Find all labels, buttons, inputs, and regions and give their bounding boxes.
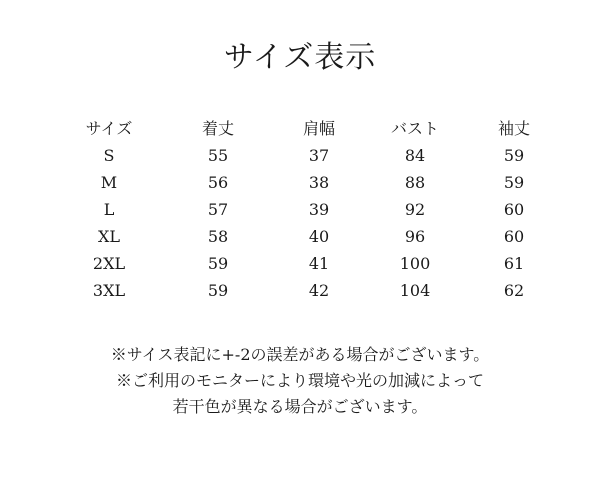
shoulder-cell: 39 xyxy=(308,200,330,219)
sleeve-cell: 61 xyxy=(503,254,525,273)
table-row xyxy=(0,226,600,253)
header-bust: バスト xyxy=(390,119,439,138)
length-cell: 59 xyxy=(207,281,229,300)
table-row xyxy=(0,253,600,280)
length-cell: 58 xyxy=(207,227,229,246)
size-cell: 2XL xyxy=(92,254,126,273)
table-row xyxy=(0,172,600,199)
table-row xyxy=(0,199,600,226)
table-header-row xyxy=(0,118,600,145)
table-row xyxy=(0,280,600,307)
size-notes xyxy=(0,342,600,420)
note-line-monitor: ※ご利用のモニターにより環境や光の加減によって xyxy=(115,371,484,390)
shoulder-cell: 38 xyxy=(308,173,330,192)
header-shoulder: 肩幅 xyxy=(302,119,335,138)
table-row xyxy=(0,145,600,172)
length-cell: 55 xyxy=(207,146,229,165)
size-cell: S xyxy=(103,146,115,165)
length-cell: 57 xyxy=(207,200,229,219)
header-sleeve: 袖丈 xyxy=(497,119,530,138)
note-line-color: 若干色が異なる場合がございます。 xyxy=(172,397,428,416)
bust-cell: 104 xyxy=(399,281,431,300)
size-table xyxy=(0,118,600,307)
sleeve-cell: 59 xyxy=(503,173,525,192)
sleeve-cell: 59 xyxy=(503,146,525,165)
length-cell: 59 xyxy=(207,254,229,273)
bust-cell: 84 xyxy=(404,146,426,165)
page-title: サイズ表示 xyxy=(223,40,377,75)
size-cell: XL xyxy=(97,227,120,246)
sleeve-cell: 62 xyxy=(503,281,525,300)
shoulder-cell: 41 xyxy=(308,254,330,273)
shoulder-cell: 42 xyxy=(308,281,330,300)
sleeve-cell: 60 xyxy=(503,200,525,219)
size-cell: 3XL xyxy=(92,281,126,300)
header-size: サイズ xyxy=(85,119,133,138)
length-cell: 56 xyxy=(207,173,229,192)
bust-cell: 96 xyxy=(404,227,426,246)
shoulder-cell: 37 xyxy=(308,146,330,165)
bust-cell: 100 xyxy=(399,254,431,273)
sleeve-cell: 60 xyxy=(503,227,525,246)
shoulder-cell: 40 xyxy=(308,227,330,246)
note-line-tolerance: ※サイス表記に+-2の誤差がある場合がございます。 xyxy=(110,345,490,364)
bust-cell: 92 xyxy=(404,200,426,219)
size-cell: L xyxy=(103,200,115,219)
header-length: 着丈 xyxy=(201,119,234,138)
bust-cell: 88 xyxy=(404,173,426,192)
size-cell: M xyxy=(100,173,118,192)
